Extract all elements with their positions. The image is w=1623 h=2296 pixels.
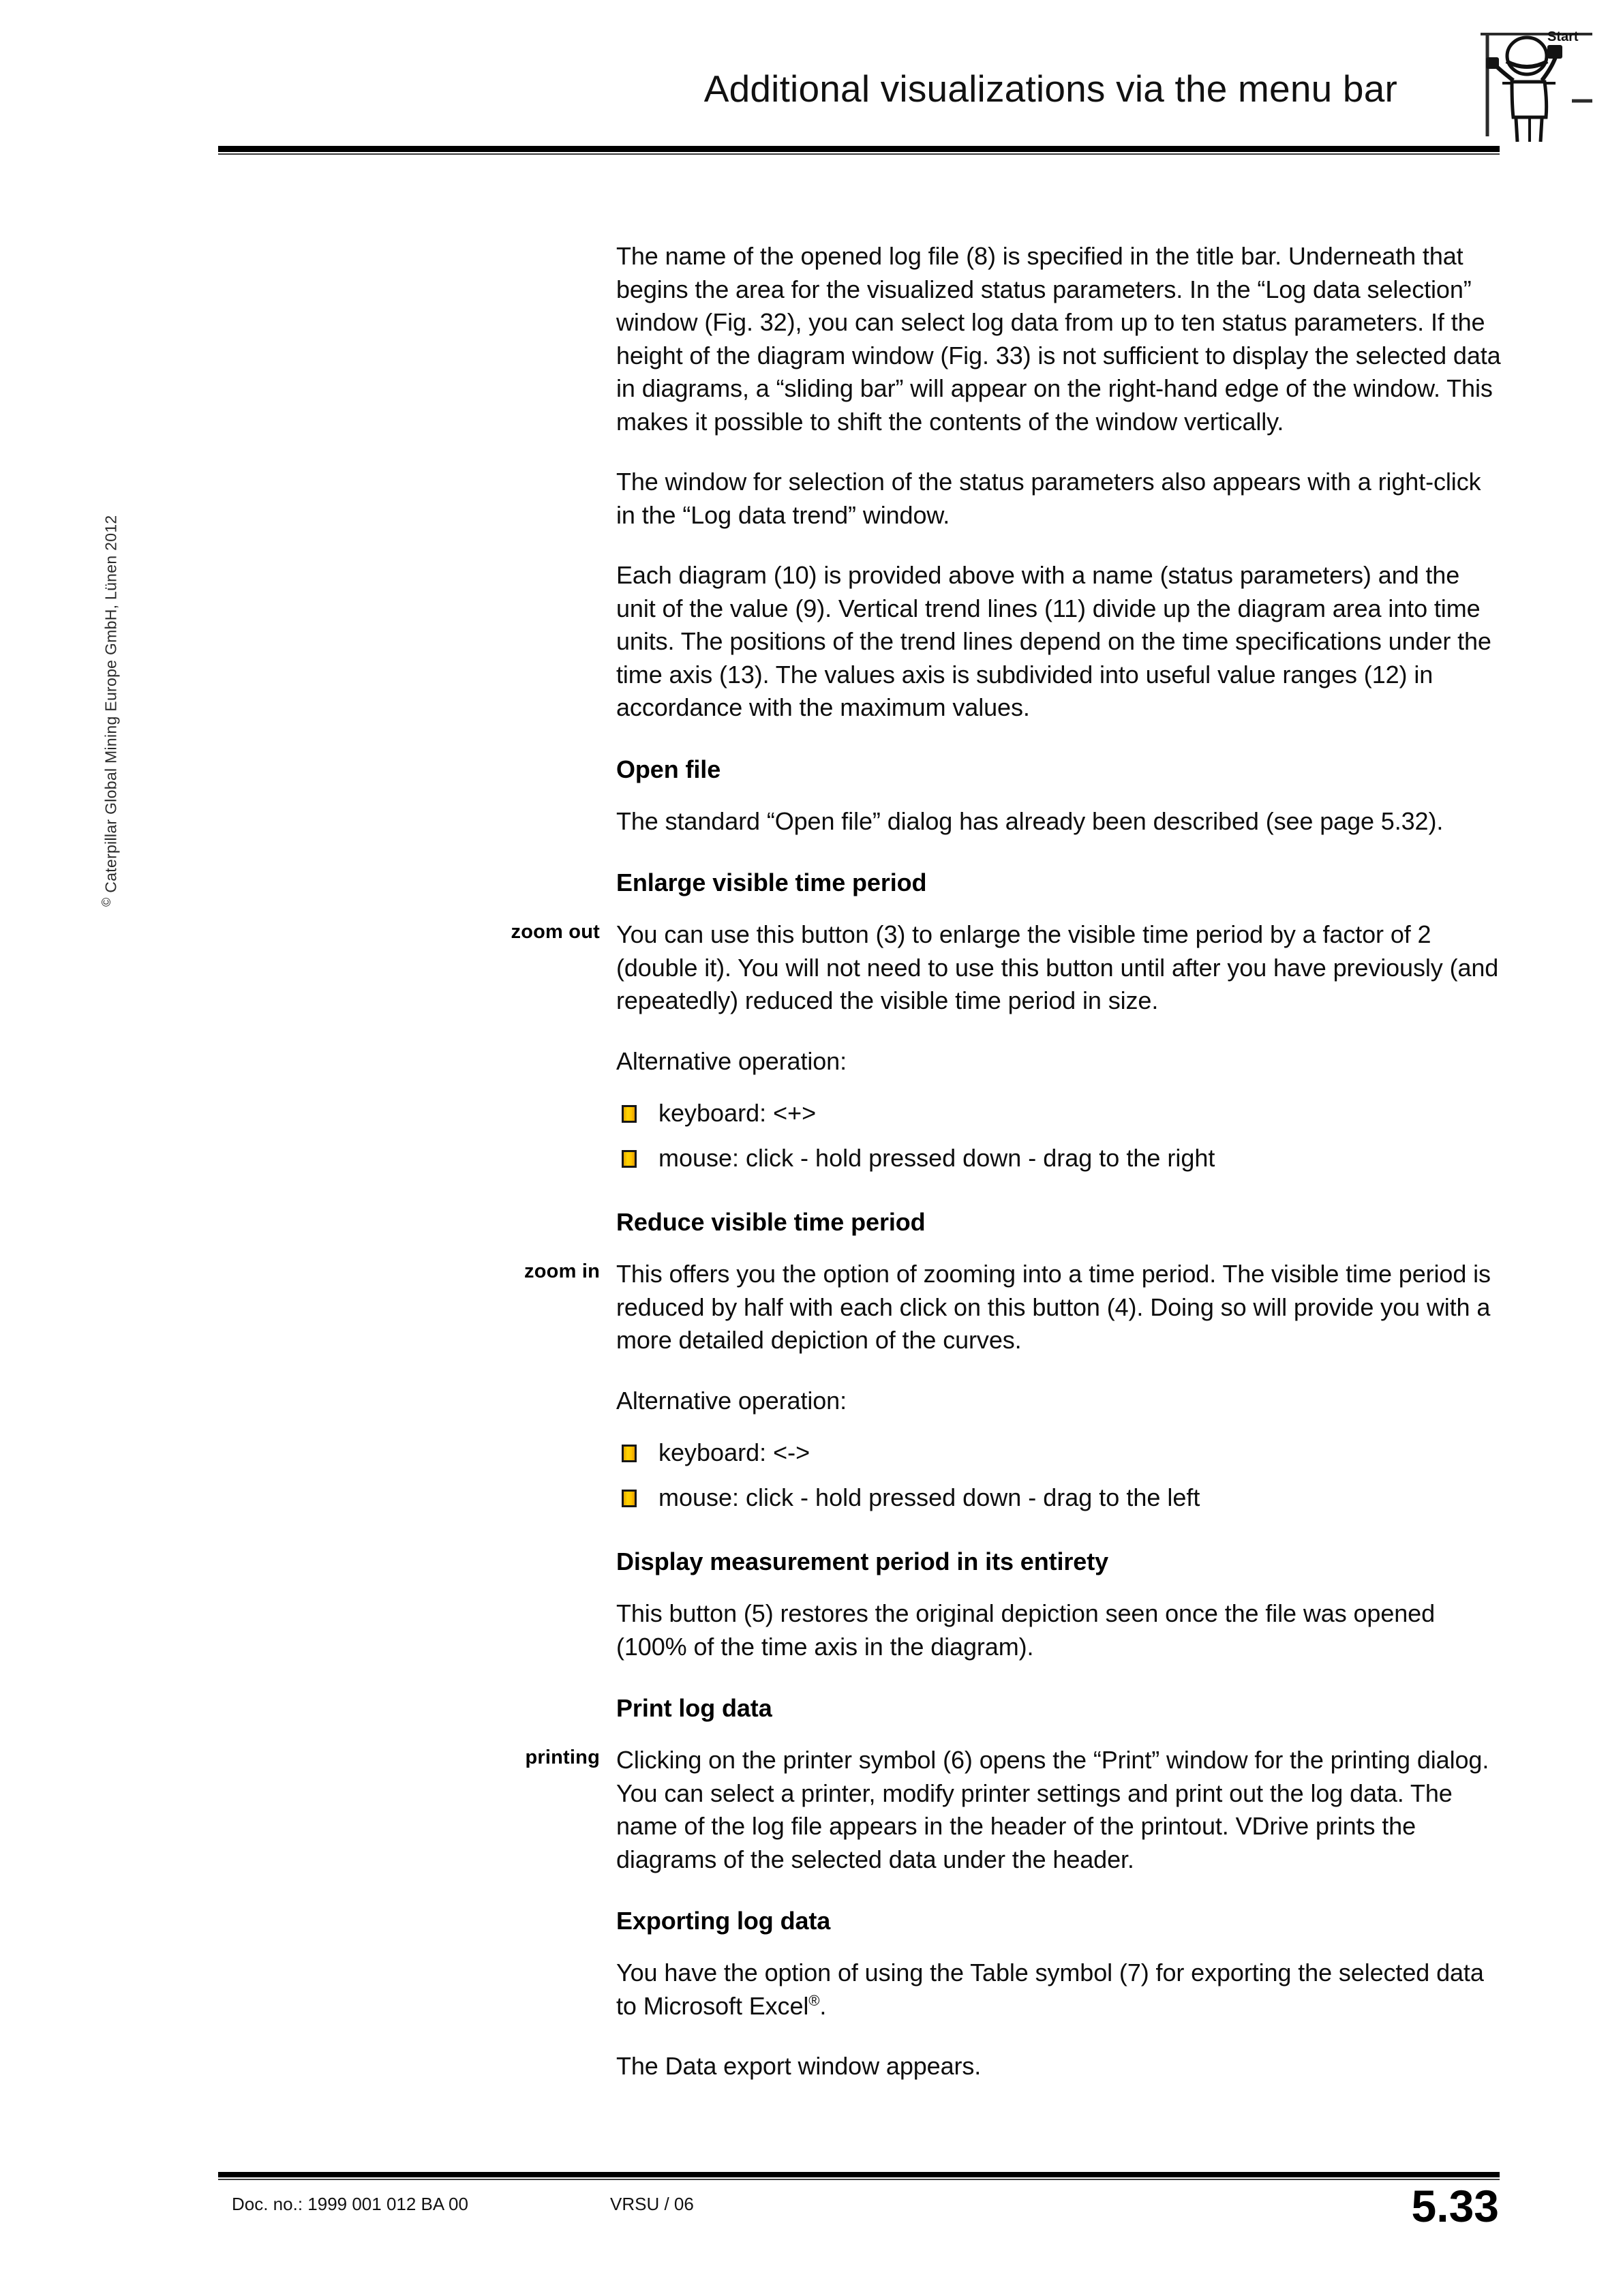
section-open-file <box>436 753 1506 786</box>
marginal-label-zoom-out: zoom out <box>511 921 600 943</box>
heading-exporting-log-data: Exporting log data <box>616 1907 831 1935</box>
paragraph-right-click-selection: The window for selection of the status parameters also appears with a right-click in the “Log data trend” window. <box>616 468 1481 529</box>
yellow-square-bullet-icon <box>622 1445 637 1462</box>
yellow-square-bullet-icon <box>622 1105 637 1123</box>
paragraph-log-file-title-bar: The name of the opened log file (8) is specified in the title bar. Underneath that begins the area for the visualized status parameters. In the “Log data selection” window (Fig. 32), you can select log data from up to ten status parameters. If the height of the diagram window (Fig. 33) is not sufficient to display the selected data in diagrams, a “sliding bar” will appear on the right-hand edge of the window. This makes it possible to shift the contents of the window vertically. <box>616 242 1501 436</box>
marginal-label-printing: printing <box>525 1747 600 1768</box>
footer-rule <box>218 2172 1500 2177</box>
label-alternative-operation-1: Alternative operation: <box>616 1046 847 1075</box>
list-item-label: mouse: click - hold pressed down - drag to the left <box>658 1483 1200 1511</box>
heading-open-file: Open file <box>616 755 721 783</box>
section-reduce-time-period <box>436 1206 1506 1239</box>
bullet-list-enlarge <box>436 1097 1506 1175</box>
section-print-log-data <box>436 1692 1506 1725</box>
heading-print-log-data: Print log data <box>616 1694 772 1722</box>
paragraph-block-zoom-in <box>436 1258 1506 1357</box>
list-item <box>616 1436 1502 1469</box>
paragraph-block-1 <box>436 240 1506 438</box>
paragraph-block-printing <box>436 1744 1506 1876</box>
paragraph-block-open-file <box>436 805 1506 839</box>
footer-revision: VRSU / 06 <box>610 2194 694 2214</box>
page-header <box>218 27 1500 157</box>
page-title: Additional visualizations via the menu bar <box>703 67 1397 110</box>
header-rule <box>218 146 1500 152</box>
list-item-label: keyboard: <-> <box>658 1438 810 1466</box>
operator-at-control-panel-pictogram <box>1471 15 1601 145</box>
bullet-list-reduce <box>436 1436 1506 1514</box>
copyright-notice <box>100 429 127 907</box>
section-enlarge-time-period <box>436 866 1506 899</box>
paragraph-block-2 <box>436 466 1506 532</box>
list-item <box>616 1097 1502 1130</box>
paragraph-enlarge-time-period: You can use this button (3) to enlarge the visible time period by a factor of 2 (double it). You will not need to use this button until after you have previously (and repeatedly) reduced the visible time period in size. <box>616 920 1499 1014</box>
list-item <box>616 1481 1502 1514</box>
copyright-text: Caterpillar Global Mining Europe GmbH, Lünen 2012 <box>102 515 120 893</box>
page-number: 5.33 <box>1411 2181 1499 2231</box>
paragraph-data-export-window: The Data export window appears. <box>616 2052 982 2080</box>
paragraph-restore-original-depiction: This button (5) restores the original depiction seen once the file was opened (100% of the time axis in the diagram). <box>616 1599 1436 1661</box>
list-item <box>616 1142 1502 1175</box>
paragraph-block-display-entirety <box>436 1597 1506 1663</box>
paragraph-open-file-dialog: The standard “Open file” dialog has already been described (see page 5.32). <box>616 806 1444 835</box>
paragraph-block-alt-operation-1 <box>436 1045 1506 1078</box>
label-alternative-operation-2: Alternative operation: <box>616 1386 847 1415</box>
yellow-square-bullet-icon <box>622 1490 637 1507</box>
copyright-symbol: © <box>100 897 113 907</box>
paragraph-printer-symbol: Clicking on the printer symbol (6) opens the “Print” window for the printing dialog. You can select a printer, modify printer settings and print out the log data. The name of the log file appears in the header of the printout. VDrive prints the diagrams of the selected data under the header. <box>616 1746 1489 1873</box>
paragraph-block-export <box>436 1957 1506 2023</box>
heading-display-measurement-period: Display measurement period in its entirety <box>616 1547 1109 1575</box>
section-exporting-log-data <box>436 1905 1506 1937</box>
header-rule-secondary <box>218 153 1500 155</box>
paragraph-reduce-time-period: This offers you the option of zooming into a time period. The visible time period is reduced by half with each click on this button (4). Doing so will provide you with a more detailed depiction of the curves. <box>616 1260 1491 1354</box>
paragraph-table-symbol-export <box>616 1957 1502 2023</box>
footer-document-number: Doc. no.: 1999 001 012 BA 00 <box>232 2194 468 2214</box>
paragraph-block-data-export-window <box>436 2050 1506 2083</box>
paragraph-export-text: You have the option of using the Table symbol (7) for exporting the selected data to Microsoft Excel <box>616 1959 1484 2020</box>
paragraph-block-zoom-out <box>436 918 1506 1018</box>
pictogram-start-label: Start <box>1547 29 1579 44</box>
list-item-label: keyboard: <+> <box>658 1099 817 1127</box>
heading-reduce-visible-time-period: Reduce visible time period <box>616 1208 926 1236</box>
section-display-entirety <box>436 1545 1506 1578</box>
paragraph-export-period: . <box>819 1991 827 2020</box>
marginal-label-zoom-in: zoom in <box>524 1260 600 1282</box>
paragraph-diagram-axes: Each diagram (10) is provided above with a name (status parameters) and the unit of the value (9). Vertical trend lines (11) divide up the diagram area into time units. The positions of the trend lines depend on the time specifications under the time axis (13). The values axis is subdivided into useful value ranges (12) in accordance with the maximum values. <box>616 561 1491 721</box>
registered-trademark-symbol: ® <box>808 1991 820 2009</box>
yellow-square-bullet-icon <box>622 1150 637 1168</box>
paragraph-block-alt-operation-2 <box>436 1385 1506 1418</box>
heading-enlarge-visible-time-period: Enlarge visible time period <box>616 868 927 896</box>
paragraph-block-3 <box>436 559 1506 725</box>
page-content <box>436 240 1506 2083</box>
list-item-label: mouse: click - hold pressed down - drag to the right <box>658 1144 1215 1172</box>
footer-rule-secondary <box>218 2179 1500 2180</box>
